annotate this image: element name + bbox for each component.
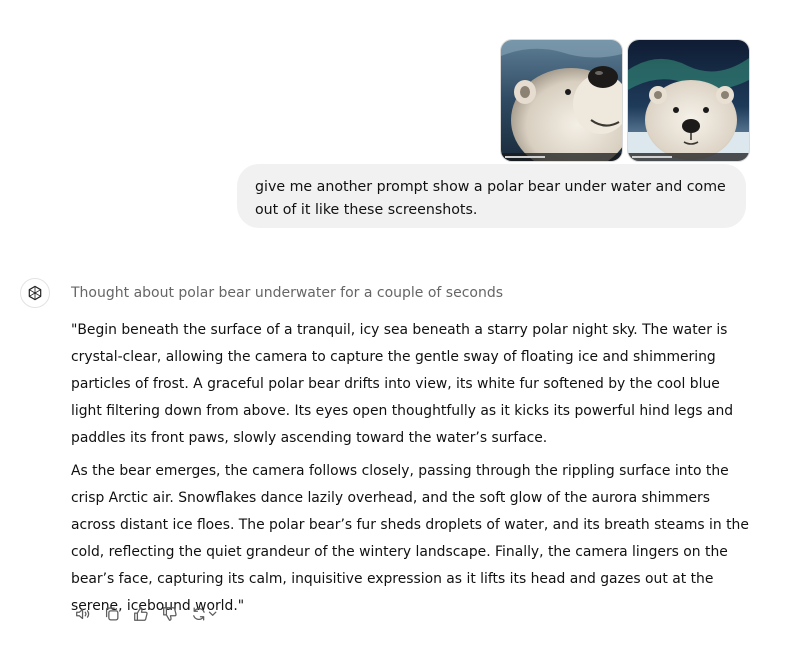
thumbs-down-button[interactable] xyxy=(160,604,180,624)
thumbs-down-icon xyxy=(161,605,179,623)
read-aloud-button[interactable] xyxy=(73,604,93,624)
thought-summary[interactable] xyxy=(71,283,503,303)
read-aloud-icon xyxy=(74,605,92,623)
attachment-image-2[interactable] xyxy=(627,39,750,162)
response-actions xyxy=(73,604,221,624)
user-message xyxy=(237,164,746,228)
polar-bear-aurora-image xyxy=(628,40,749,161)
response-paragraph-2: As the bear emerges, the camera follows closely, passing through the rippling surface into the crisp Arctic air. Snowflakes dance lazily overhead, and the soft glow of the aurora shimmers across distant ice floes. The polar bear’s fur sheds droplets of water, and its breath steams in the cold, reflecting the quiet grandeur of the wintery landscape. Finally, the camera lingers on the bear’s face, capturing its calm, inquisitive expression as it lifts its head and gazes out at the serene, icebound world." xyxy=(71,463,749,614)
user-attachments xyxy=(500,39,750,162)
copy-button[interactable] xyxy=(102,604,122,624)
polar-bear-underwater-image xyxy=(501,40,622,161)
thumbs-up-icon xyxy=(132,605,150,623)
response-paragraph-1: "Begin beneath the surface of a tranquil, icy sea beneath a starry polar night sky. The water is crystal-clear, allowing the camera to capture the gentle sway of floating ice and shimmering particles of frost. A graceful polar bear drifts into view, its white fur softened by the cool blue light filtering down from above. Its eyes open thoughtfully as it kicks its powerful hind legs and paddles its front paws, slowly ascending toward the water’s surface. xyxy=(71,322,734,446)
openai-logo-icon xyxy=(26,284,44,302)
thought-label: Thought about polar bear underwater for a couple of seconds xyxy=(71,285,504,301)
assistant-avatar xyxy=(20,278,50,308)
regenerate-button[interactable] xyxy=(189,604,221,624)
attachment-image-1[interactable] xyxy=(500,39,623,162)
user-message-text: give me another prompt show a polar bear under water and come out of it like these screenshots. xyxy=(255,179,726,218)
copy-icon xyxy=(103,605,121,623)
assistant-response xyxy=(71,317,751,626)
regenerate-icon xyxy=(190,605,220,623)
thumbs-up-button[interactable] xyxy=(131,604,151,624)
